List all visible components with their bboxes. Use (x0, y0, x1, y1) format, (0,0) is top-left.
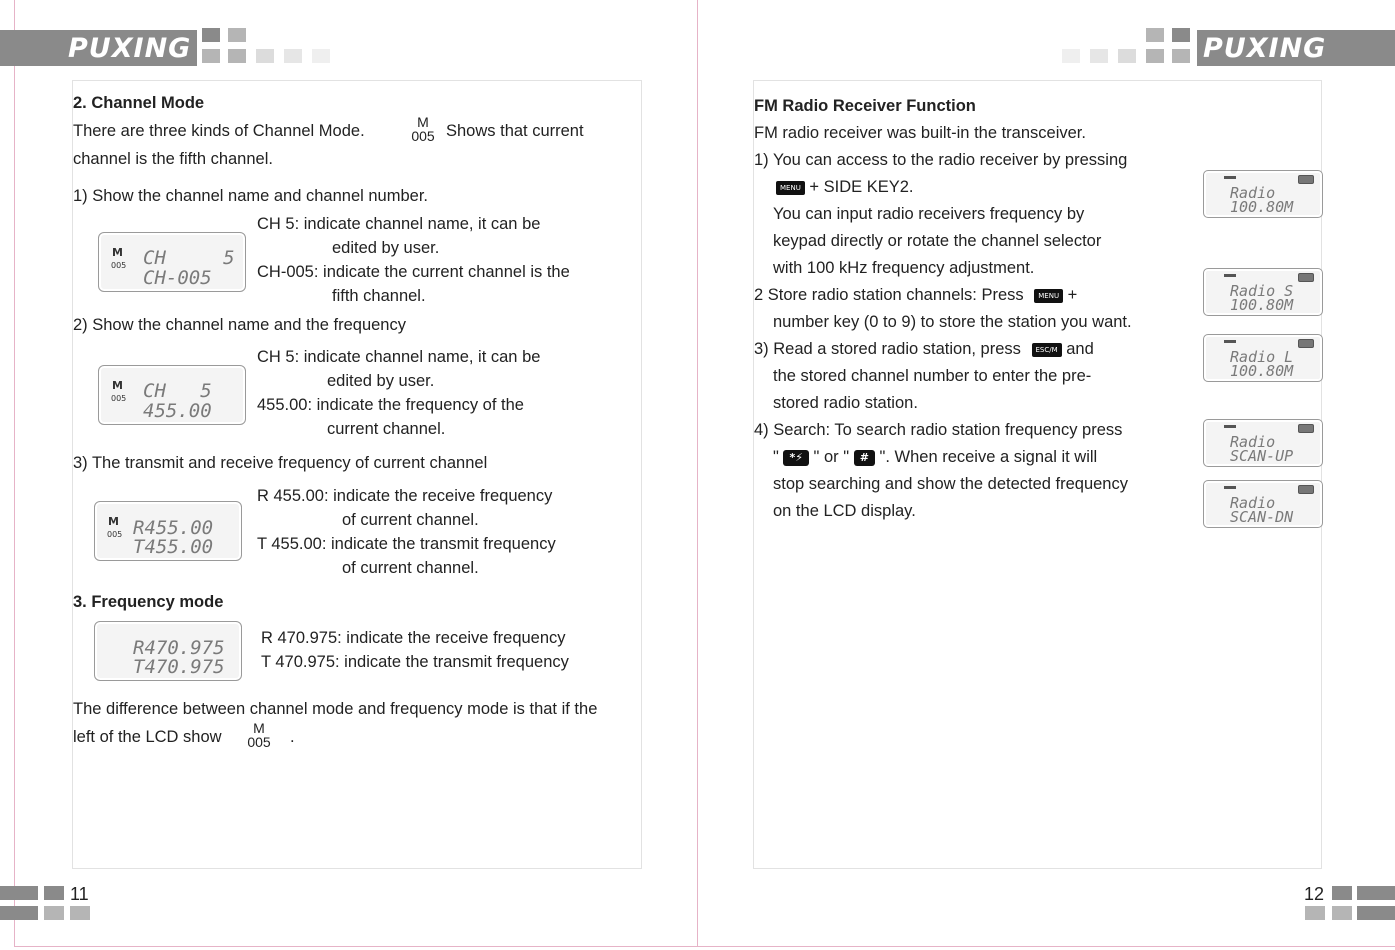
radio-indicator-icon (1224, 425, 1236, 428)
esc-key-icon: ESC/M (1032, 343, 1062, 357)
lcd-m-indicator: M (112, 379, 123, 392)
m-label: M (253, 720, 265, 736)
footer-square (1357, 886, 1395, 900)
lcd-line2: CH-005 (143, 267, 212, 289)
step4-line (773, 447, 1097, 467)
radio-lcd-line1: Radio (1230, 494, 1276, 512)
step4-line: on the LCD display. (773, 502, 916, 520)
header-square (1062, 49, 1080, 63)
radio-lcd-line1: Radio (1230, 184, 1276, 202)
header-square (228, 49, 246, 63)
radio-lcd-line2: SCAN-DN (1230, 508, 1294, 526)
step2-plus: + (1067, 286, 1078, 304)
step1-line: keypad directly or rotate the channel selector (773, 232, 1102, 250)
step1-line: with 100 kHz frequency adjustment. (773, 259, 1035, 277)
fm-radio-intro: FM radio receiver was built-in the transceiver. (754, 124, 1086, 142)
item2-desc: CH 5: indicate channel name, it can be (257, 348, 541, 366)
radio-lcd-display (1203, 419, 1323, 467)
lcd-channel-indicator: 005 (107, 530, 123, 539)
channel-mode-intro-end: channel is the fifth channel. (73, 150, 273, 168)
step3-and: and (1066, 340, 1094, 358)
item1-desc: edited by user. (332, 239, 440, 257)
step4-or: " or " (813, 448, 850, 466)
m-label: M (417, 114, 429, 130)
radio-lcd-line2: SCAN-UP (1230, 447, 1294, 465)
battery-icon (1298, 339, 1314, 348)
frequency-mode-desc: T 470.975: indicate the transmit frequency (261, 653, 569, 671)
lcd-m-indicator: M (112, 246, 123, 259)
radio-indicator-icon (1224, 274, 1236, 277)
item2-title: 2) Show the channel name and the frequency (73, 316, 406, 334)
radio-lcd-line1: Radio L (1230, 348, 1294, 366)
lcd-line1: CH 5 (143, 247, 235, 269)
channel-mode-heading: 2. Channel Mode (73, 94, 205, 112)
step1-line (776, 177, 914, 197)
step1-line: You can input radio receivers frequency by (773, 205, 1085, 223)
radio-lcd-line2: 100.80M (1230, 296, 1294, 314)
lcd-line2: 455.00 (143, 400, 212, 422)
channel-number-label: 005 (411, 128, 435, 144)
channel-mode-intro: There are three kinds of Channel Mode. (73, 122, 365, 140)
step3-text: 3) Read a stored radio station, press (754, 340, 1021, 358)
radio-lcd-display (1203, 480, 1323, 528)
header-square (1172, 49, 1190, 63)
header-square (202, 28, 220, 42)
item3-desc: of current channel. (342, 511, 479, 529)
header-square (1090, 49, 1108, 63)
hash-key-icon: # (854, 450, 875, 466)
step3-line (754, 339, 1094, 359)
frequency-mode-heading: 3. Frequency mode (73, 593, 224, 611)
step2-text: 2 Store radio station channels: Press (754, 286, 1024, 304)
radio-lcd-line1: Radio S (1230, 282, 1294, 300)
item1-desc: fifth channel. (332, 287, 426, 305)
frequency-mode-lcd (94, 621, 242, 681)
step4-quote: " (773, 448, 779, 466)
lcd-line2: T470.975 (133, 656, 225, 678)
item1-desc: CH 5: indicate channel name, it can be (257, 215, 541, 233)
footer-square (1332, 906, 1352, 920)
footer-square (0, 906, 38, 920)
item1-title: 1) Show the channel name and channel number. (73, 187, 428, 205)
battery-icon (1298, 175, 1314, 184)
lcd-line2: T455.00 (133, 536, 214, 558)
item2-desc: edited by user. (327, 372, 435, 390)
step3-line: the stored channel number to enter the pre- (773, 367, 1092, 385)
footer-square (1305, 906, 1325, 920)
item3-desc: T 455.00: indicate the transmit frequency (257, 535, 556, 553)
star-key-icon: *⚡ (783, 450, 808, 466)
header-square (228, 28, 246, 42)
item2-desc: 455.00: indicate the frequency of the (257, 396, 524, 414)
header-square (1146, 49, 1164, 63)
item1-lcd (98, 232, 246, 292)
radio-indicator-icon (1224, 486, 1236, 489)
item1-desc: CH-005: indicate the current channel is the (257, 263, 570, 281)
battery-icon (1298, 485, 1314, 494)
channel-number-label: 005 (247, 734, 271, 750)
item3-lcd (94, 501, 242, 561)
lcd-line1: R470.975 (133, 637, 225, 659)
radio-lcd-display (1203, 334, 1323, 382)
lcd-channel-indicator: 005 (111, 394, 127, 403)
m005-label (408, 115, 438, 143)
footer-square (1332, 886, 1352, 900)
footer-square (0, 886, 38, 900)
fm-radio-heading: FM Radio Receiver Function (754, 97, 976, 115)
radio-lcd-display (1203, 268, 1323, 316)
battery-icon (1298, 424, 1314, 433)
battery-icon (1298, 273, 1314, 282)
radio-lcd-line1: Radio (1230, 433, 1276, 451)
step2-line: number key (0 to 9) to store the station you want. (773, 313, 1132, 331)
lcd-line1: CH 5 (143, 380, 212, 402)
header-square (256, 49, 274, 63)
menu-key-icon: MENU (776, 181, 805, 195)
header-square (312, 49, 330, 63)
menu-key-icon: MENU (1034, 289, 1063, 303)
footer-square (70, 906, 90, 920)
right-page-number: 12 (1304, 884, 1325, 904)
header-square (1146, 28, 1164, 42)
radio-lcd-line2: 100.80M (1230, 198, 1294, 216)
item3-desc: R 455.00: indicate the receive frequency (257, 487, 553, 505)
header-square (284, 49, 302, 63)
left-page-number: 11 (70, 884, 89, 904)
header-square (202, 49, 220, 63)
item3-title: 3) The transmit and receive frequency of current channel (73, 454, 488, 472)
mode-difference-text: The difference between channel mode and frequency mode is that if the (73, 700, 598, 718)
left-brand-logo: PUXING (68, 33, 192, 64)
step1-line: 1) You can access to the radio receiver by pressing (754, 151, 1128, 169)
header-square (1172, 28, 1190, 42)
lcd-channel-indicator: 005 (111, 261, 127, 270)
item2-desc: current channel. (327, 420, 446, 438)
radio-lcd-display (1203, 170, 1323, 218)
mode-difference-text-end: left of the LCD show (73, 728, 222, 746)
footer-square (1357, 906, 1395, 920)
radio-indicator-icon (1224, 176, 1236, 179)
radio-lcd-line2: 100.80M (1230, 362, 1294, 380)
radio-indicator-icon (1224, 340, 1236, 343)
lcd-m-indicator: M (108, 515, 119, 528)
footer-square (44, 886, 64, 900)
step1-side-key: + SIDE KEY2. (809, 178, 914, 196)
step3-line: stored radio station. (773, 394, 918, 412)
right-brand-logo: PUXING (1203, 33, 1327, 64)
m005-label (244, 721, 274, 749)
header-square (1118, 49, 1136, 63)
item2-lcd (98, 365, 246, 425)
footer-square (44, 906, 64, 920)
step2-line (754, 285, 1077, 305)
lcd-line1: R455.00 (133, 517, 214, 539)
step4-rest: ". When receive a signal it will (879, 448, 1098, 466)
frequency-mode-desc: R 470.975: indicate the receive frequency (261, 629, 566, 647)
channel-mode-intro-shows: Shows that current (446, 122, 584, 140)
step4-line: stop searching and show the detected frequency (773, 475, 1128, 493)
step4-line: 4) Search: To search radio station frequency press (754, 421, 1123, 439)
item3-desc: of current channel. (342, 559, 479, 577)
mode-difference-period: . (290, 728, 295, 746)
